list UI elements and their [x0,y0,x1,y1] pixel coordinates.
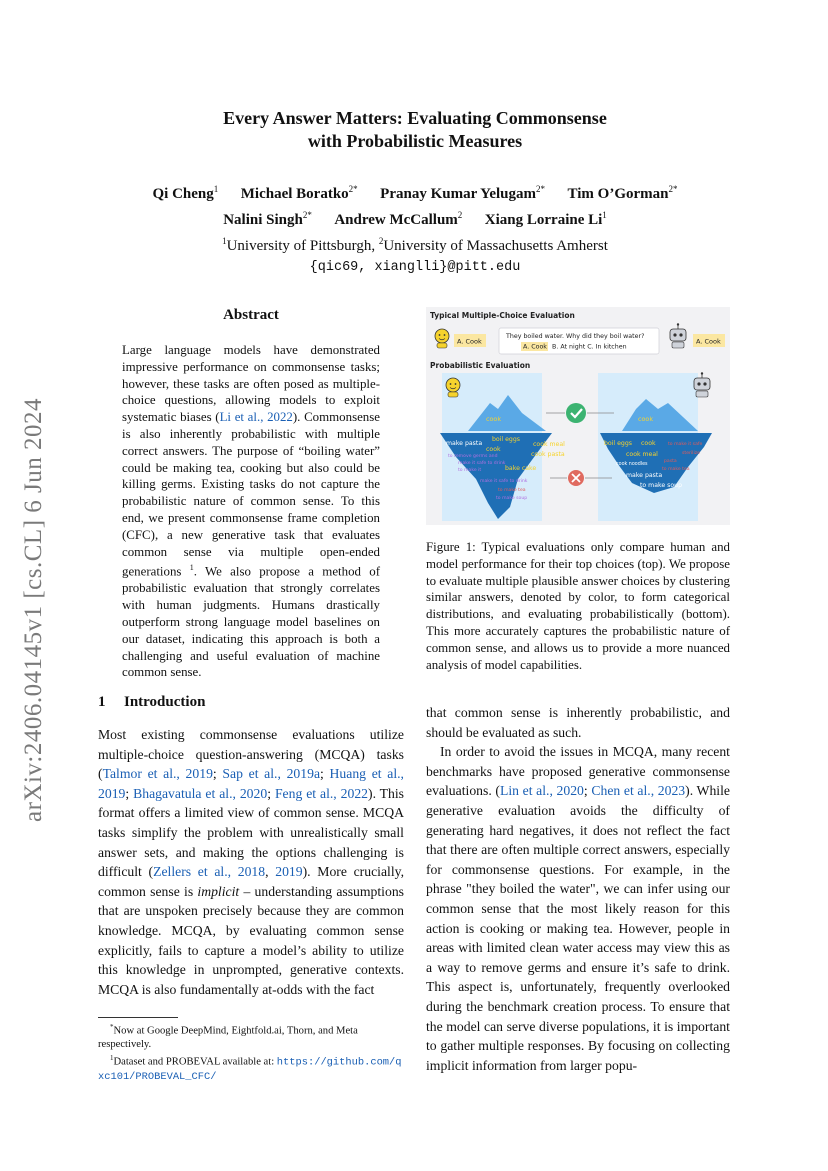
answer-label: sterilize [682,451,700,456]
author-name: Andrew McCallum [334,212,458,228]
paragraph [98,725,404,999]
other-options: B. At night C. In kitchen [552,343,627,351]
answer-label: boil eggs [604,440,633,447]
author-name: Xiang Lorraine Li [484,212,603,228]
title-line-1: Every Answer Matters: Evaluating Commonsense [223,108,607,128]
answer-label: to make tea [498,488,526,493]
citation-link[interactable]: Huang et al., 2019 [98,766,404,801]
answer-label: cook [486,415,502,423]
figure-1-caption: Figure 1: Typical evaluations only compare human and model performance for their top choices (top). We propose to evaluate multiple plausible answer choices by clustering similar answers, denoted by color, to form categorical distributions, and evaluating probabilistically (bottom). This more accurately captures the probabilistic nature of common sense, and allows us to provide a more nuanced analysis of model capabilities. [426,540,730,672]
author-name: Pranay Kumar Yelugam [380,186,537,202]
option-a: A. Cook [523,343,547,351]
human-avatar-icon [435,329,449,348]
affiliations [100,231,730,257]
citation-link[interactable]: Chen et al., 2023 [591,783,686,799]
abstract-text: Large language models have demonstrated impressive performance on commonsense tasks; however, these tasks are often posed as multiple-choice questions, allowing models to exploit systematic biases ( [122,343,380,425]
author-affiliation-mark: 2* [348,184,358,194]
answer-label: make pasta [626,472,663,479]
body-text: ). While generative evaluation avoids the difficulty of generating hard negatives, it does not reflect the fact that there are often multiple correct answers, especially for commonsense questions. For example, in the phrase "they boiled the water", we can infer using our common sense that the most likely reason for this action is cooking or making tea. However, people in areas with limited clean water access may view this as a way to remove germs and ensure it’s safe to drink. This aspect is, unfortunately, frequently overlooked during the benchmark creation process. To ensure that the model can serve diverse populations, it is important to gather multiple responses. By focusing on collecting implicit information from larger popu- [426,783,730,1073]
affiliation-2: University of Massachusetts Amherst [383,238,608,254]
figure-1-illustration [426,307,730,525]
answer-label: to make soup [640,482,682,489]
footnote-symbol: 1 [110,1053,114,1062]
separator: , [265,864,276,880]
answer-label: to make it safe [668,442,703,447]
body-text: ). More crucially, common sense is [98,864,405,899]
answer-label: to remove germs and [448,454,498,459]
answer-label: cook [641,440,656,447]
answer-label: pasta [664,459,677,464]
human-avatar-icon [446,378,460,397]
affiliation-mark: 1 [222,236,227,246]
answer-label: cook [486,446,501,453]
body-text: Most existing commonsense evaluations utilize multiple-choice question-answering (MCQA) tasks ( [98,727,404,782]
separator: ; [125,785,134,801]
model-answer: A. Cook [696,337,721,346]
citation-link[interactable]: 2019 [275,864,303,880]
figure-top-title: Typical Multiple-Choice Evaluation [430,311,575,320]
footnotes [98,1021,404,1084]
answer-label: to make soup [496,496,528,501]
answer-label: to make tea [662,467,690,472]
author-affiliation-mark: 1 [602,210,607,220]
answer-label: cook meal [626,451,658,458]
emphasis: implicit [197,883,240,899]
author-name: Michael Boratko [240,186,349,202]
question-text: They boiled water. Why did they boil water? [506,333,645,340]
abstract-text: . We also propose a method of probabilistic evaluation that strongly correlates with human judgments. Humans drastically outperform strong language model baselines on our dataset, indicating this approach is both a challenging and useful evaluation of machine common sense. [122,564,381,680]
separator: ; [320,766,330,782]
check-icon [566,403,586,423]
footnote-text: Dataset and PROBEVAL available at: [113,1056,277,1068]
answer-label: cook noodles [616,462,648,467]
body-text: In order to avoid the issues in MCQA, many recent benchmarks have proposed generative commonsense evaluations. ( [426,744,730,799]
paragraph [426,742,730,1075]
answer-label: make pasta [446,440,483,447]
arxiv-identifier-text: arXiv:2406.04145v1 [cs.CL] 6 Jun 2024 [20,397,47,823]
citation-link[interactable]: Feng et al., 2022 [274,785,369,801]
paper-title [150,107,680,153]
footnote-1 [98,1021,404,1052]
footnote-text: Now at Google DeepMind, Eightfold.ai, Thorn, and Meta respectively. [98,1025,358,1051]
citation-link[interactable]: Bhagavatula et al., 2020 [133,785,268,801]
author-name: Tim O’Gorman [567,186,669,202]
body-text: – understanding assumptions that are unspoken precisely because they are common knowledge. MCQA, by evaluating common sense explicitly, fails to capture a model’s ability to utilize this knowledge in unprompted, generative contexts. MCQA is also fundamentally at-odds with the fact [98,883,404,997]
citation-link[interactable]: Li et al., 2022 [219,410,293,425]
citation-link[interactable]: Talmor et al., 2019 [102,766,213,782]
answer-label: cook pasta [531,451,565,458]
affiliation-mark: 2 [378,236,384,246]
separator: ; [212,766,223,782]
answer-label: make it safe to drink [458,461,506,466]
figure-bottom-title: Probabilistic Evaluation [430,361,531,370]
answer-label: cook [638,415,654,423]
footnote-rule [98,1017,178,1018]
author-affiliation-mark: 1 [213,184,219,194]
separator: ; [267,785,275,801]
answer-label: make it safe to drink [480,479,528,484]
title-line-2: with Probabilistic Measures [307,131,523,151]
section-number: 1 [98,694,106,710]
abstract-body [122,342,380,681]
answer-label: boil eggs [492,436,521,443]
author-name: Qi Cheng [152,186,214,202]
contact-email[interactable]: {qic69, xianglli}@pitt.edu [309,260,521,275]
answer-label: bake cake [505,465,537,472]
robot-avatar-icon [670,323,686,348]
intro-right-column [426,703,730,1075]
affiliation-1: University of Pittsburgh, [226,238,379,254]
author-affiliation-mark: 2* [302,210,312,220]
footnote-symbol: * [110,1023,114,1031]
repository-link[interactable]: https://github.com/qxc101/PROBEVAL_CFC/ [98,1056,402,1083]
section-heading [98,694,205,711]
abstract-text: ). Commonsense is also inherently probabilistic with multiple correct answers. The purpose of “boiling water” could be making tea, cooking but also could be killing germs. Existing tasks do not capture the probabilistic nature of common sense. To this end, we present commonsense frame completion (CFC), a new generative task that evaluates common sense via multiple open-ended generations [122,410,380,579]
section-title: Introduction [124,694,206,710]
human-answer: A. Cook [457,337,482,346]
figure-1 [426,307,730,525]
citation-link[interactable]: Lin et al., 2020 [499,783,584,799]
cross-icon [568,470,584,486]
citation-link[interactable]: Zellers et al., 2018 [153,864,266,880]
citation-link[interactable]: Sap et al., 2019a [222,766,321,782]
author-affiliation-mark: 2* [668,184,678,194]
author-block [100,179,730,278]
author-name: Nalini Singh [223,212,303,228]
paragraph: that common sense is inherently probabilistic, and should be evaluated as such. [426,705,730,740]
author-line-2 [100,205,730,231]
footnote-2 [98,1052,404,1085]
abstract-heading: Abstract [223,307,279,323]
author-line-1 [100,179,730,205]
author-affiliation-mark: 2 [457,210,463,220]
answer-label: cook meal [533,441,565,448]
separator: ; [583,783,592,799]
answer-label: to make it [458,468,482,473]
arxiv-identifier [14,375,54,845]
author-affiliation-mark: 2* [536,184,546,194]
body-text: ). This format offers a limited view of common sense. MCQA tasks simplify the problem with unrealistically small answer sets, and making the options challenging is difficult ( [98,785,404,880]
footnote-marker[interactable]: 1 [189,563,194,573]
intro-left-column [98,725,404,999]
